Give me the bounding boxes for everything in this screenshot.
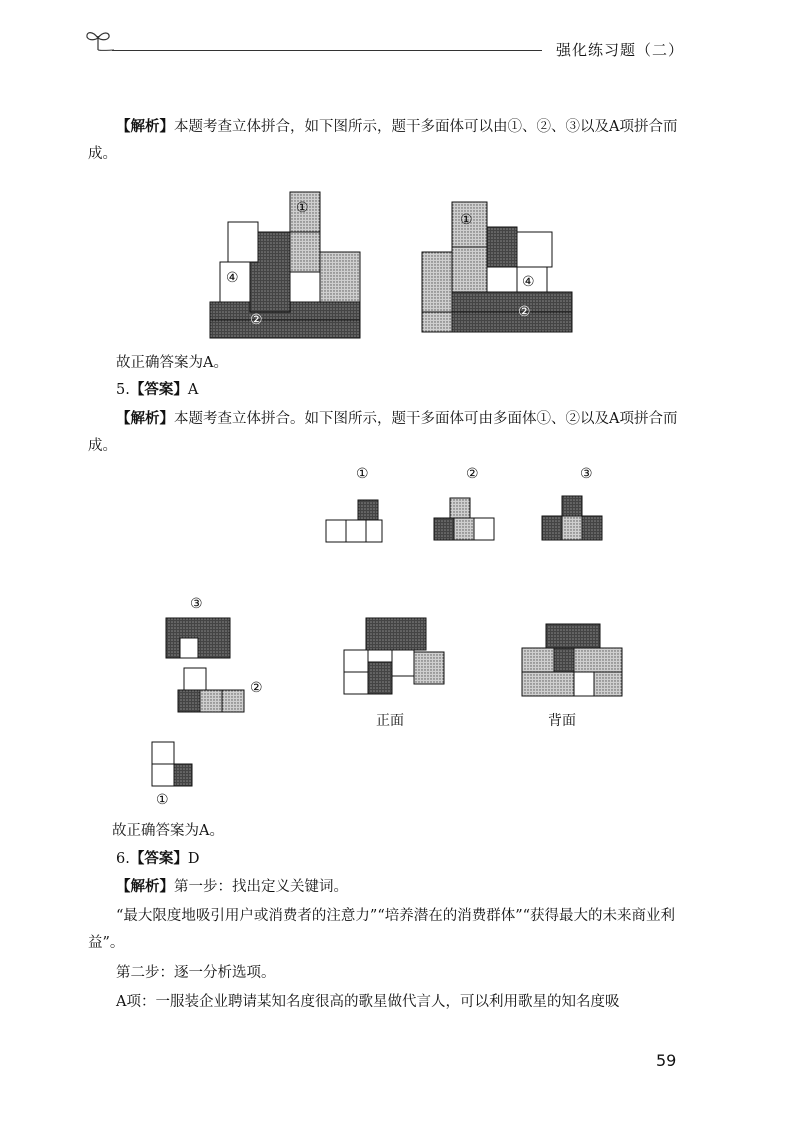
figure-2-label-2: ②	[466, 466, 479, 482]
question-6-number: 6.	[116, 851, 130, 867]
analysis-paragraph-2	[88, 406, 688, 460]
figure-1-label-2: ②	[250, 312, 263, 328]
answer-line-2: 故正确答案为A。	[112, 823, 224, 839]
figure-1-right	[422, 192, 582, 342]
figure-2-label-3b: ③	[190, 596, 203, 612]
figure-1-right-label-2: ②	[518, 304, 531, 320]
front-view	[340, 612, 450, 702]
answer-value: A	[187, 382, 199, 398]
analysis-text: 本题考查立体拼合，如下图所示，题干多面体可以由①、②、③以及A项拼合而成。	[88, 119, 678, 162]
question-5-answer	[88, 377, 688, 404]
answer-line-1: 故正确答案为A。	[116, 355, 228, 371]
figure-2-label-1b: ①	[156, 792, 169, 808]
figure-1-right-label-1: ①	[460, 212, 473, 228]
answer-tag: 【答案】	[129, 851, 188, 867]
option-a-paragraph: A项：一服装企业聘请某知名度很高的歌星做代言人，可以利用歌星的知名度吸	[116, 994, 620, 1010]
header-title: 强化练习题（二）	[556, 41, 685, 59]
piece-2	[432, 490, 502, 550]
piece-3	[540, 490, 620, 550]
answer-value: D	[187, 851, 200, 867]
analysis-tag: 【解析】	[116, 879, 174, 895]
piece-1	[322, 490, 392, 550]
analysis-paragraph-1	[88, 114, 688, 168]
keywords-paragraph: “最大限度地吸引用户或消费者的注意力”“培养潜在的消费群体”“获得最大的未来商业利益”。	[88, 908, 676, 951]
step-two-paragraph: 第二步：逐一分析选项。	[116, 965, 276, 981]
figure-1-right-label-4: ④	[522, 274, 535, 290]
analysis-tag: 【解析】	[116, 411, 174, 427]
page-number: 59	[656, 1051, 677, 1070]
figure-2-label-1: ①	[356, 466, 369, 482]
figure-1-label-4: ④	[226, 270, 239, 286]
figure-2-label-2b: ②	[250, 680, 263, 696]
question-6-answer	[88, 846, 688, 873]
analysis-text: 第一步：找出定义关键词。	[174, 879, 348, 895]
back-label: 背面	[548, 713, 576, 729]
analysis-paragraph-3	[88, 874, 688, 901]
figure-1-left	[210, 182, 370, 342]
exploded-view	[150, 612, 260, 812]
analysis-text: 本题考查立体拼合。如下图所示，题干多面体可由多面体①、②以及A项拼合而成。	[88, 411, 678, 454]
question-5-number: 5.	[116, 382, 130, 398]
header-rule	[112, 50, 542, 51]
answer-tag: 【答案】	[129, 382, 188, 398]
figure-1-label-1: ①	[296, 200, 309, 216]
analysis-tag: 【解析】	[116, 119, 174, 135]
front-label: 正面	[376, 713, 404, 729]
sprout-icon	[84, 28, 114, 52]
back-view	[518, 620, 628, 700]
figure-2-label-3: ③	[580, 466, 593, 482]
